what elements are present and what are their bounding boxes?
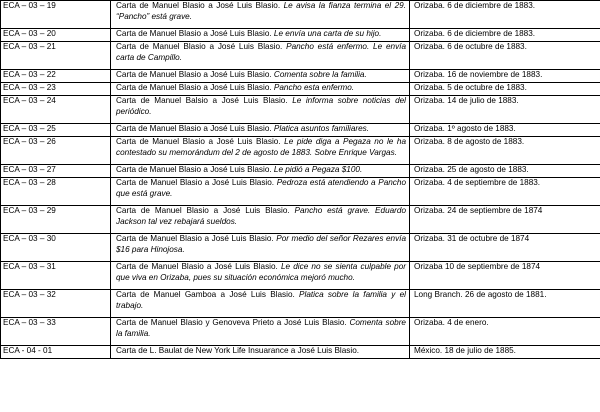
description-cell bbox=[111, 1, 410, 29]
reference-code-cell: ECA – 03 – 22 bbox=[1, 70, 111, 83]
description-summary: Le pidió a Pegaza $100. bbox=[273, 165, 363, 174]
reference-code-cell: ECA – 03 – 20 bbox=[1, 29, 111, 42]
catalog-row bbox=[1, 70, 600, 83]
description-cell bbox=[111, 234, 410, 262]
description-summary: Comenta sobre la familia. bbox=[273, 70, 367, 79]
description-heading: Carta de Manuel Blasio a José Luis Blasio. bbox=[116, 29, 274, 38]
description-heading: Carta de Manuel Blasio a José Luis Blasio. bbox=[116, 165, 274, 174]
place-date-cell: Long Branch. 26 de agosto de 1881. bbox=[410, 290, 600, 318]
catalog-row bbox=[1, 178, 600, 206]
reference-code-cell: ECA – 03 – 24 bbox=[1, 96, 111, 124]
description-summary: Pancho está grave. Eduardo Jackson tal vez rebajará sueldos. bbox=[116, 206, 407, 226]
reference-code-cell: ECA – 03 – 33 bbox=[1, 318, 111, 346]
description-cell bbox=[111, 206, 410, 234]
description-heading: Carta de Manuel Balsio a José Luis Blasio. bbox=[116, 96, 293, 105]
reference-code-cell: ECA – 03 – 31 bbox=[1, 262, 111, 290]
catalog-row bbox=[1, 1, 600, 29]
reference-code-cell: ECA – 03 – 27 bbox=[1, 165, 111, 178]
description-summary: Comenta sobre la familia. bbox=[116, 318, 406, 338]
description-cell bbox=[111, 70, 410, 83]
description-cell bbox=[111, 290, 410, 318]
catalog-row bbox=[1, 29, 600, 42]
catalog-row bbox=[1, 96, 600, 124]
description-heading: Carta de Manuel Blasio a José Luis Blasio. bbox=[116, 262, 281, 271]
description-summary: Pancho esta enfermo. bbox=[273, 83, 355, 92]
reference-code-cell: ECA – 03 – 23 bbox=[1, 83, 111, 96]
place-date-cell: Orizaba. 4 de septiembre de 1883. bbox=[410, 178, 600, 206]
reference-code-cell: ECA – 03 – 21 bbox=[1, 42, 111, 70]
description-heading: Carta de Manuel Blasio a José Luis Blasio. bbox=[116, 234, 277, 243]
description-cell bbox=[111, 346, 410, 359]
catalog-row bbox=[1, 83, 600, 96]
catalog-row bbox=[1, 318, 600, 346]
description-heading: Carta de Manuel Blasio a José Luis Blasio. bbox=[116, 206, 295, 215]
description-summary: Platica asuntos familiares. bbox=[273, 124, 370, 133]
catalog-row bbox=[1, 124, 600, 137]
description-summary: Le pide diga a Pegaza no le ha contestado su memorándum del 2 de agosto de 1883. Sobre Enrique Vargas. bbox=[116, 137, 407, 157]
description-heading: Carta de Manuel Blasio a José Luis Blasio. bbox=[116, 178, 277, 187]
place-date-cell: Orizaba. 14 de julio de 1883. bbox=[410, 96, 600, 124]
place-date-cell: Orizaba. 31 de octubre de 1874 bbox=[410, 234, 600, 262]
reference-code-cell: ECA - 04 - 01 bbox=[1, 346, 111, 359]
catalog-row bbox=[1, 346, 600, 359]
description-summary: Pedroza está atendiendo a Pancho que está grave. bbox=[116, 178, 407, 198]
catalog-row bbox=[1, 137, 600, 165]
description-heading: Carta de Manuel Blasio a José Luis Blasio. bbox=[116, 137, 285, 146]
place-date-cell: Orizaba. 16 de noviembre de 1883. bbox=[410, 70, 600, 83]
place-date-cell: México. 18 de julio de 1885. bbox=[410, 346, 600, 359]
catalog-row bbox=[1, 234, 600, 262]
reference-code-cell: ECA – 03 – 19 bbox=[1, 1, 111, 29]
description-heading: Carta de Manuel Blasio a José Luis Blasio. bbox=[116, 124, 274, 133]
reference-code-cell: ECA – 03 – 26 bbox=[1, 137, 111, 165]
reference-code-cell: ECA – 03 – 29 bbox=[1, 206, 111, 234]
description-cell bbox=[111, 96, 410, 124]
description-cell bbox=[111, 137, 410, 165]
catalog-row bbox=[1, 165, 600, 178]
description-heading: Carta de Manuel Blasio y Genoveva Prieto a José Luis Blasio. bbox=[116, 318, 350, 327]
description-cell bbox=[111, 83, 410, 96]
description-summary: Platica sobre la familia y el trabajo. bbox=[116, 290, 406, 310]
place-date-cell: Orizaba. 4 de enero. bbox=[410, 318, 600, 346]
description-cell bbox=[111, 262, 410, 290]
reference-code-cell: ECA – 03 – 30 bbox=[1, 234, 111, 262]
catalog-row bbox=[1, 262, 600, 290]
description-cell bbox=[111, 178, 410, 206]
reference-code-cell: ECA – 03 – 28 bbox=[1, 178, 111, 206]
description-summary: Le envía una carta de su hijo. bbox=[273, 29, 382, 38]
description-cell bbox=[111, 124, 410, 137]
description-summary: Pancho está enfermo. Le envía carta de Campillo. bbox=[116, 42, 406, 62]
description-cell bbox=[111, 318, 410, 346]
place-date-cell: Orizaba. 6 de diciembre de 1883. bbox=[410, 1, 600, 29]
catalog-row bbox=[1, 206, 600, 234]
description-heading: Carta de L. Baulat de New York Life Insuarance a José Luis Blasio. bbox=[116, 346, 360, 355]
description-heading: Carta de Manuel Gamboa a José Luis Blasio. bbox=[116, 290, 300, 299]
description-cell bbox=[111, 29, 410, 42]
description-cell bbox=[111, 165, 410, 178]
description-heading: Carta de Manuel Blasio a José Luis Blasio. bbox=[116, 70, 274, 79]
reference-code-cell: ECA – 03 – 32 bbox=[1, 290, 111, 318]
place-date-cell: Orizaba. 8 de agosto de 1883. bbox=[410, 137, 600, 165]
place-date-cell: Orizaba. 25 de agosto de 1883. bbox=[410, 165, 600, 178]
description-heading: Carta de Manuel Blasio a José Luis Blasio. bbox=[116, 1, 284, 10]
catalog-row bbox=[1, 42, 600, 70]
place-date-cell: Orizaba. 24 de septiembre de 1874 bbox=[410, 206, 600, 234]
description-summary: Le dice no se sienta culpable por que viva en Orizaba, pues su situación económica mejoró mucho. bbox=[116, 262, 406, 282]
description-summary: Por medio del señor Rezares envía $16 para Hinojosa. bbox=[116, 234, 407, 254]
place-date-cell: Orizaba. 1º agosto de 1883. bbox=[410, 124, 600, 137]
reference-code-cell: ECA – 03 – 25 bbox=[1, 124, 111, 137]
description-summary: Le avisa la fianza termina el 29. “Pancho” está grave. bbox=[116, 1, 406, 21]
place-date-cell: Orizaba. 6 de octubre de 1883. bbox=[410, 42, 600, 70]
description-heading: Carta de Manuel Blasio a José Luis Blasio. bbox=[116, 83, 274, 92]
place-date-cell: Orizaba. 5 de octubre de 1883. bbox=[410, 83, 600, 96]
description-summary: Le informa sobre noticias del periódico. bbox=[116, 96, 406, 116]
place-date-cell: Orizaba 10 de septiembre de 1874 bbox=[410, 262, 600, 290]
catalog-row bbox=[1, 290, 600, 318]
description-cell bbox=[111, 42, 410, 70]
place-date-cell: Orizaba. 6 de diciembre de 1883. bbox=[410, 29, 600, 42]
catalog-rows bbox=[1, 1, 600, 359]
description-heading: Carta de Manuel Blasio a José Luis Blasio. bbox=[116, 42, 287, 51]
